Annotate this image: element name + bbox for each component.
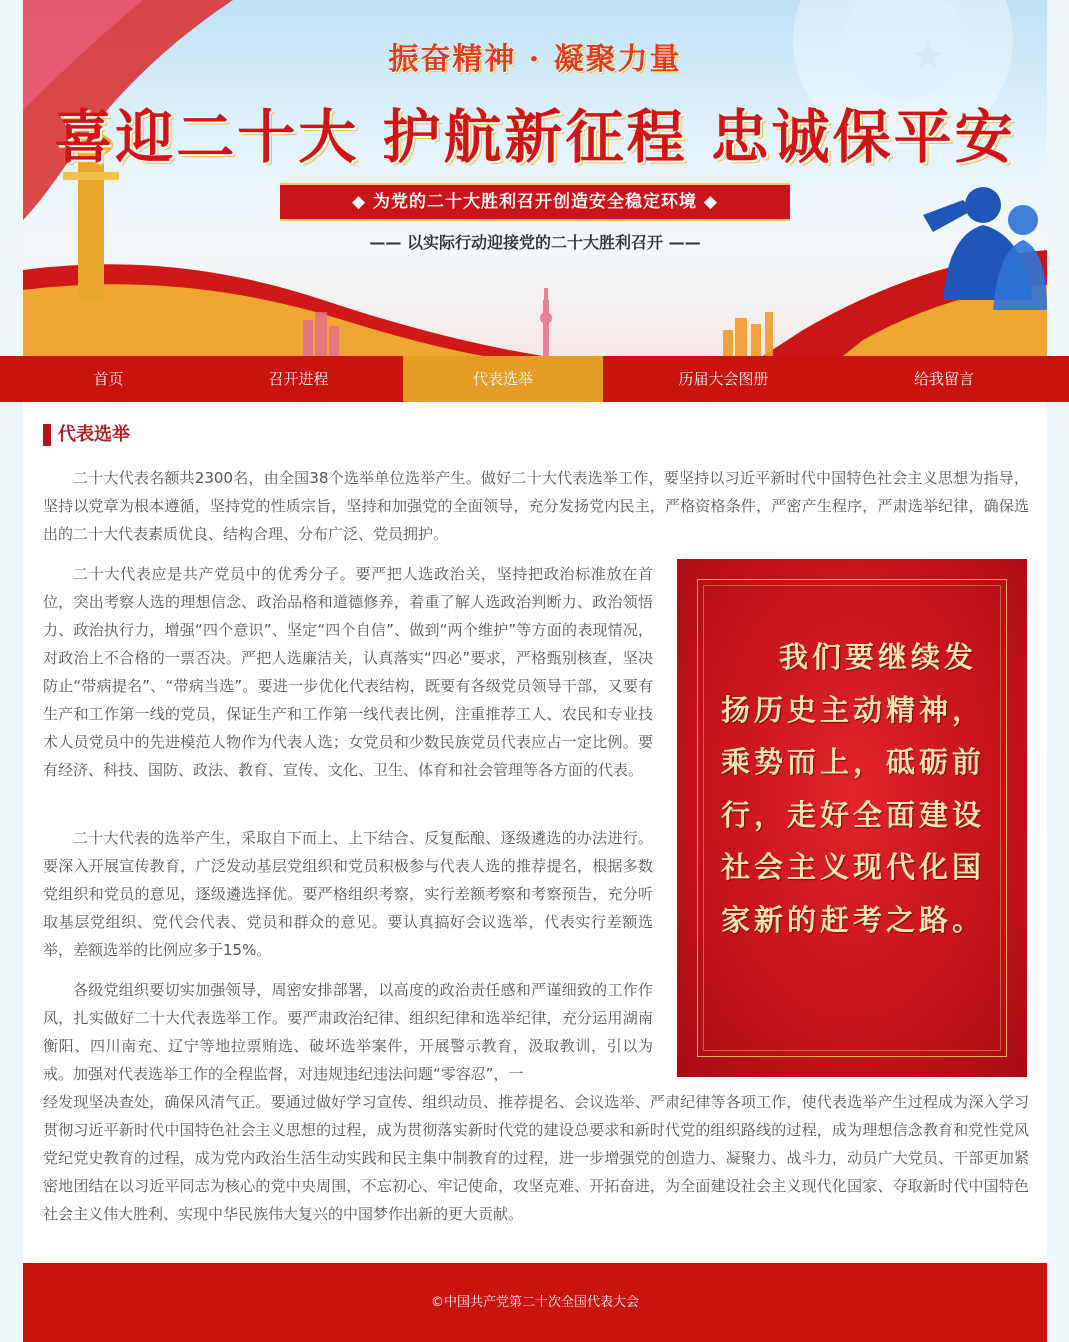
banner-ribbon: ◆ 为党的二十大胜利召开创造安全稳定环境 ◆ bbox=[280, 183, 790, 221]
banner-subtitle: —— 以实际行动迎接党的二十大胜利召开 —— bbox=[369, 233, 701, 252]
section-title: 代表选举 bbox=[43, 424, 130, 446]
banner-slogan: 振奋精神 · 凝聚力量 bbox=[388, 42, 682, 77]
footer bbox=[23, 1263, 1047, 1342]
quote-poster bbox=[677, 559, 1027, 1077]
article-paragraph-continued: 经发现坚决查处，确保风清气正。要通过做好学习宣传、组织动员、推荐提名、会议选举、严肃纪律等各项工作，使代表选举产生过程成为深入学习贯彻习近平新时代中国特色社会主义思想的过程，成为贯彻落实新时代党的建设总要求和新时代党的组织路线的过程，成为理想信念教育和党性党风党纪党史教育的过程，成为党内政治生活生动实践和民主集中制教育的过程，进一步增强党的创造力、凝聚力、战斗力，动员广大党员、干部更加紧密地团结在以习近平同志为核心的党中央周围，不忘初心、牢记使命，攻坚克难、开拓奋进，为全面建设社会主义现代化国家、夺取新时代中国特色社会主义伟大胜利、实现中华民族伟大复兴的中国梦作出新的更大贡献。 bbox=[43, 1093, 1029, 1223]
page-container bbox=[23, 0, 1047, 1342]
nav-item-progress[interactable]: 召开进程 bbox=[268, 370, 329, 388]
main-nav bbox=[0, 356, 1069, 402]
nav-item-election[interactable]: 代表选举 bbox=[403, 356, 603, 402]
article-paragraph: 各级党组织要切实加强领导，周密安排部署，以高度的政治责任感和严谨细致的工作作风，扎实做好二十大代表选举工作。要严肃政治纪律、组织纪律和选举纪律，充分运用湖南衡阳、四川南充、辽宁等地拉票贿选、破坏选举案件，开展警示教育，汲取教训，引以为戒。加强对代表选举工作的全程监督，对违规违纪违法问题“零容忍”，一 bbox=[43, 981, 653, 1083]
header-banner bbox=[23, 0, 1047, 356]
nav-item-message[interactable]: 给我留言 bbox=[913, 370, 974, 388]
footer-copyright: ©中国共产党第二十次全国代表大会 bbox=[430, 1295, 639, 1310]
nav-item-albums[interactable]: 历届大会图册 bbox=[678, 370, 769, 388]
poster-quote: 我们要继续发扬历史主动精神，乘势而上，砥砺前行，走好全面建设社会主义现代化国家新的赶考之路。 bbox=[721, 640, 986, 937]
article-paragraph: 二十大代表应是共产党员中的优秀分子。要严把人选政治关，坚持把政治标准放在首位，突出考察人选的理想信念、政治品格和道德修养，着重了解人选政治判断力、政治领悟力、政治执行力，增强“四个意识”、坚定“四个自信”、做到“两个维护”等方面的表现情况，对政治上不合格的一票否决。严把人选廉洁关，认真落实“四必”要求，严格甄别核查，坚决防止“带病提名”、“带病当选”。要进一步优化代表结构，既要有各级党员领导干部，又要有生产和工作第一线的党员，保证生产和工作第一线代表比例，注重推荐工人、农民和专业技术人员党员中的先进模范人物作为代表人选；女党员和少数民族党员代表应占一定比例。要有经济、科技、国防、政法、教育、宣传、文化、卫生、体育和社会管理等各方面的代表。 bbox=[43, 565, 653, 779]
nav-item-home[interactable]: 首页 bbox=[93, 370, 124, 388]
article-paragraph: 二十大代表的选举产生，采取自下而上、上下结合、反复酝酿、逐级遴选的办法进行。要深入开展宣传教育，广泛发动基层党组织和党员积极参与代表人选的推荐提名，根据多数党组织和党员的意见，逐级遴选择优。要严格组织考察，实行差额考察和考察预告，充分听取基层党组织、党代会代表、党员和群众的意见。要认真搞好会议选举，代表实行差额选举，差额选举的比例应多于15%。 bbox=[43, 829, 653, 959]
article-paragraph: 二十大代表名额共2300名，由全国38个选举单位选举产生。做好二十大代表选举工作，要坚持以习近平新时代中国特色社会主义思想为指导，坚持以党章为根本遵循，坚持党的性质宗旨，坚持和加强党的全面领导，充分发扬党内民主，严格资格条件，严密产生程序，严肃选举纪律，确保选出的二十大代表素质优良、结构合理、分布广泛、党员拥护。 bbox=[43, 469, 1029, 543]
banner-title: 喜迎二十大 护航新征程 忠诚保平安 bbox=[54, 103, 1016, 171]
